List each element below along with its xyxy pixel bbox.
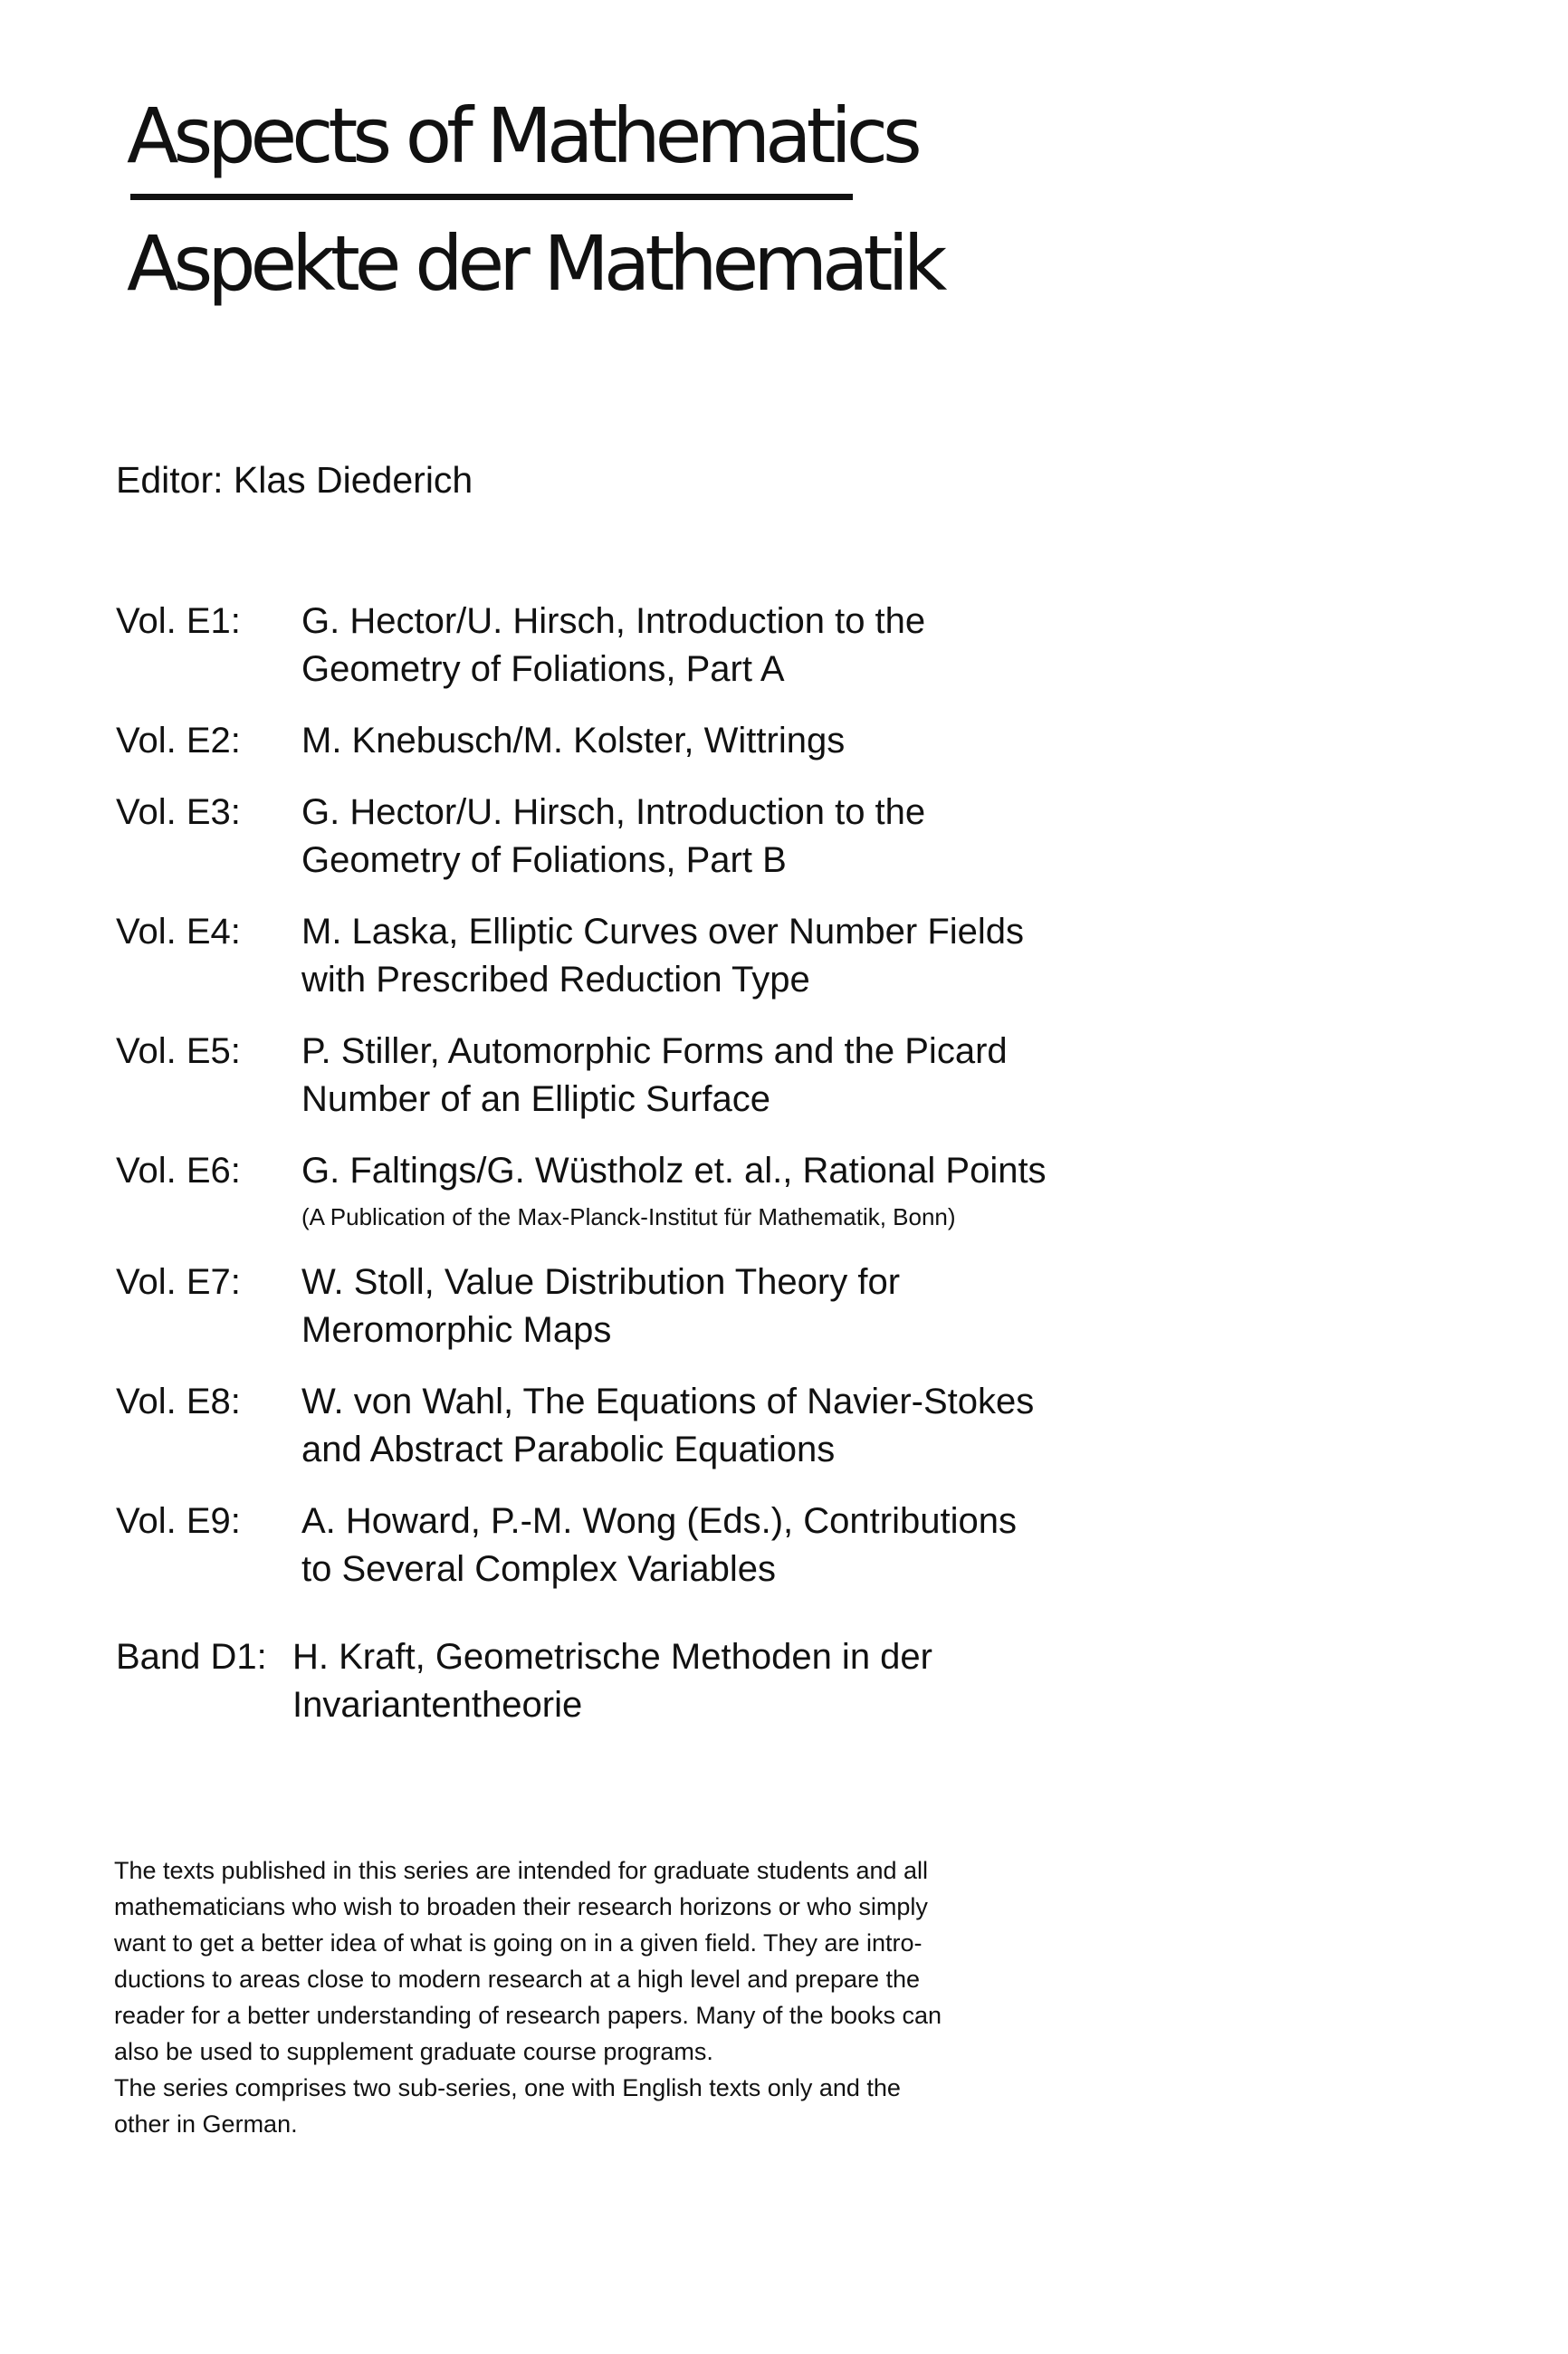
band-item — [116, 1633, 1202, 1729]
band-label: Band D1: — [116, 1637, 267, 1677]
editor-line: Editor: Klas Diederich — [116, 459, 473, 501]
series-title — [127, 91, 942, 309]
volume-entry — [301, 717, 1202, 765]
band-text: Invariantentheorie — [292, 1685, 583, 1725]
volume-text: Geometry of Foliations, Part A — [301, 649, 785, 689]
volume-text: to Several Complex Variables — [301, 1549, 776, 1589]
description-line: ductions to areas close to modern research at a high level and prepare the — [114, 1966, 921, 1993]
volume-note: (A Publication of the Max-Planck-Institut für Mathematik, Bonn) — [301, 1203, 956, 1230]
volume-item — [116, 1498, 1202, 1593]
volume-item — [116, 598, 1202, 694]
description-line: also be used to supplement graduate course programs. — [114, 2038, 713, 2065]
description-line: other in German. — [114, 2110, 298, 2138]
volume-text: with Prescribed Reduction Type — [301, 960, 810, 1000]
volume-entry — [301, 1378, 1202, 1474]
series-title-english: Aspects of Mathematics — [127, 91, 917, 180]
series-description — [114, 1852, 1291, 2142]
volume-text: M. Knebusch/M. Kolster, Wittrings — [301, 721, 846, 761]
volume-text: Number of an Elliptic Surface — [301, 1079, 771, 1119]
band-entry — [292, 1633, 1202, 1729]
volume-item — [116, 908, 1202, 1004]
volume-entry — [301, 1147, 1202, 1235]
volume-text: W. von Wahl, The Equations of Navier-Stokes — [301, 1382, 1035, 1421]
volume-text: G. Hector/U. Hirsch, Introduction to the — [301, 792, 926, 832]
band-text: H. Kraft, Geometrische Methoden in der — [292, 1637, 932, 1677]
volume-list — [116, 598, 1202, 1753]
volume-item — [116, 1028, 1202, 1124]
volume-entry — [301, 908, 1202, 1004]
series-title-german: Aspekte der Mathematik — [127, 219, 942, 308]
volume-entry — [301, 1028, 1202, 1124]
description-line: want to get a better idea of what is going on in a given field. They are intro- — [114, 1929, 923, 1957]
volume-item — [116, 789, 1202, 885]
description-line: The texts published in this series are intended for graduate students and all — [114, 1857, 929, 1884]
volume-text: and Abstract Parabolic Equations — [301, 1430, 836, 1469]
volume-item — [116, 1147, 1202, 1235]
volume-entry — [301, 1258, 1202, 1354]
volume-text: W. Stoll, Value Distribution Theory for — [301, 1262, 901, 1302]
volume-item — [116, 1378, 1202, 1474]
description-line: The series comprises two sub-series, one with English texts only and the — [114, 2074, 901, 2101]
volume-entry — [301, 789, 1202, 885]
volume-entry — [301, 1498, 1202, 1593]
volume-label: Vol. E3: — [116, 792, 241, 832]
volume-label: Vol. E6: — [116, 1151, 241, 1191]
volume-text: Meromorphic Maps — [301, 1310, 612, 1350]
volume-label: Vol. E9: — [116, 1501, 241, 1541]
volume-entry — [301, 598, 1202, 694]
volume-text: M. Laska, Elliptic Curves over Number Fields — [301, 912, 1025, 952]
volume-label: Vol. E4: — [116, 912, 241, 952]
description-line: mathematicians who wish to broaden their research horizons or who simply — [114, 1893, 928, 1920]
volume-label: Vol. E2: — [116, 721, 241, 761]
volume-label: Vol. E1: — [116, 601, 241, 641]
description-line: reader for a better understanding of research papers. Many of the books can — [114, 2002, 942, 2029]
volume-text: Geometry of Foliations, Part B — [301, 840, 787, 880]
volume-text: G. Faltings/G. Wüstholz et. al., Rational Points — [301, 1151, 1047, 1191]
volume-text: P. Stiller, Automorphic Forms and the Picard — [301, 1031, 1008, 1071]
volume-item — [116, 1258, 1202, 1354]
volume-label: Vol. E5: — [116, 1031, 241, 1071]
title-divider — [130, 194, 853, 200]
volume-text: G. Hector/U. Hirsch, Introduction to the — [301, 601, 926, 641]
volume-item — [116, 717, 1202, 765]
volume-label: Vol. E8: — [116, 1382, 241, 1421]
volume-text: A. Howard, P.-M. Wong (Eds.), Contributions — [301, 1501, 1017, 1541]
volume-label: Vol. E7: — [116, 1262, 241, 1302]
